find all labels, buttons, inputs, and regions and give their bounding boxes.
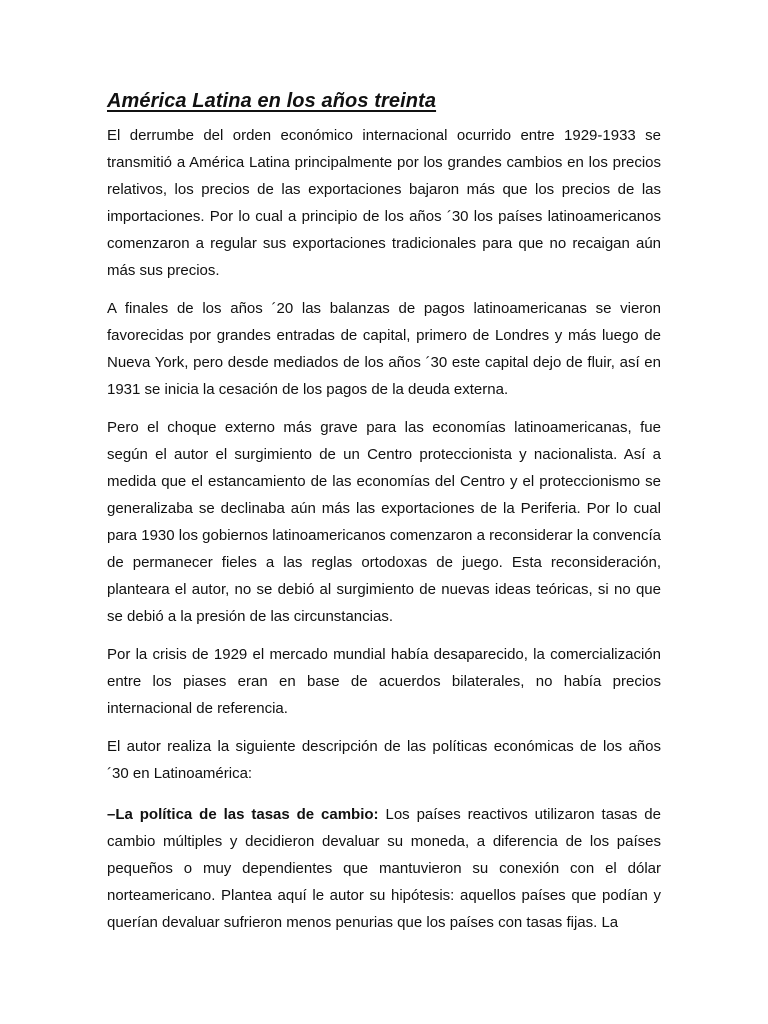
paragraph-crisis-1929: Por la crisis de 1929 el mercado mundial había desaparecido, la comercialización entre los piases eran en base de acuerdos bilaterales, no había precios internacional de referencia. [107, 646, 661, 717]
document-body [107, 122, 661, 947]
document-title: América Latina en los años treinta [107, 90, 437, 112]
paragraph-policies-intro: El autor realiza la siguiente descripción de las políticas económicas de los años ´30 en Latinoamérica: [107, 738, 661, 782]
paragraph-intro: El derrumbe del orden económico internacional ocurrido entre 1929-1933 se transmitió a América Latina principalmente por los grandes cambios en los precios relativos, los precios de las exportaciones bajaron más que los precios de las importaciones. Por lo cual a principio de los años ´30 los países latinoamericanos comenzaron a regular sus exportaciones tradicionales para que no recaigan aún más sus precios. [107, 127, 661, 279]
policy-heading: –La política de las tasas de cambio: [107, 806, 379, 823]
paragraph-capital: A finales de los años ´20 las balanzas de pagos latinoamericanas se vieron favorecidas por grandes entradas de capital, primero de Londres y más luego de Nueva York, pero desde mediados de los años ´30 este capital dejo de fluir, así en 1931 se inicia la cesación de los pagos de la deuda externa. [107, 300, 661, 398]
policy-text: Los países reactivos utilizaron tasas de cambio múltiples y decidieron devaluar su moneda, a diferencia de los países pequeños o muy dependientes que mantuvieron su conexión con el dólar norteamericano. Plantea aquí le autor su hipótesis: aquellos países que podían y querían devaluar sufrieron menos penurias que los países con tasas fijas. La [107, 806, 661, 931]
paragraph-exchange-rate-policy [107, 801, 661, 936]
paragraph-external-shock: Pero el choque externo más grave para las economías latinoamericanas, fue según el autor el surgimiento de un Centro proteccionista y nacionalista. Así a medida que el estancamiento de las economías del Centro y el proteccionismo se generalizaba se declinaba aún más las exportaciones de la Periferia. Por lo cual para 1930 los gobiernos latinoamericanos comenzaron a reconsiderar la convencía de permanecer fieles a las reglas ortodoxas de juego. Esta reconsideración, planteara el autor, no se debió al surgimiento de nuevas ideas teóricas, si no que se debió a la presión de las circunstancias. [107, 419, 661, 625]
